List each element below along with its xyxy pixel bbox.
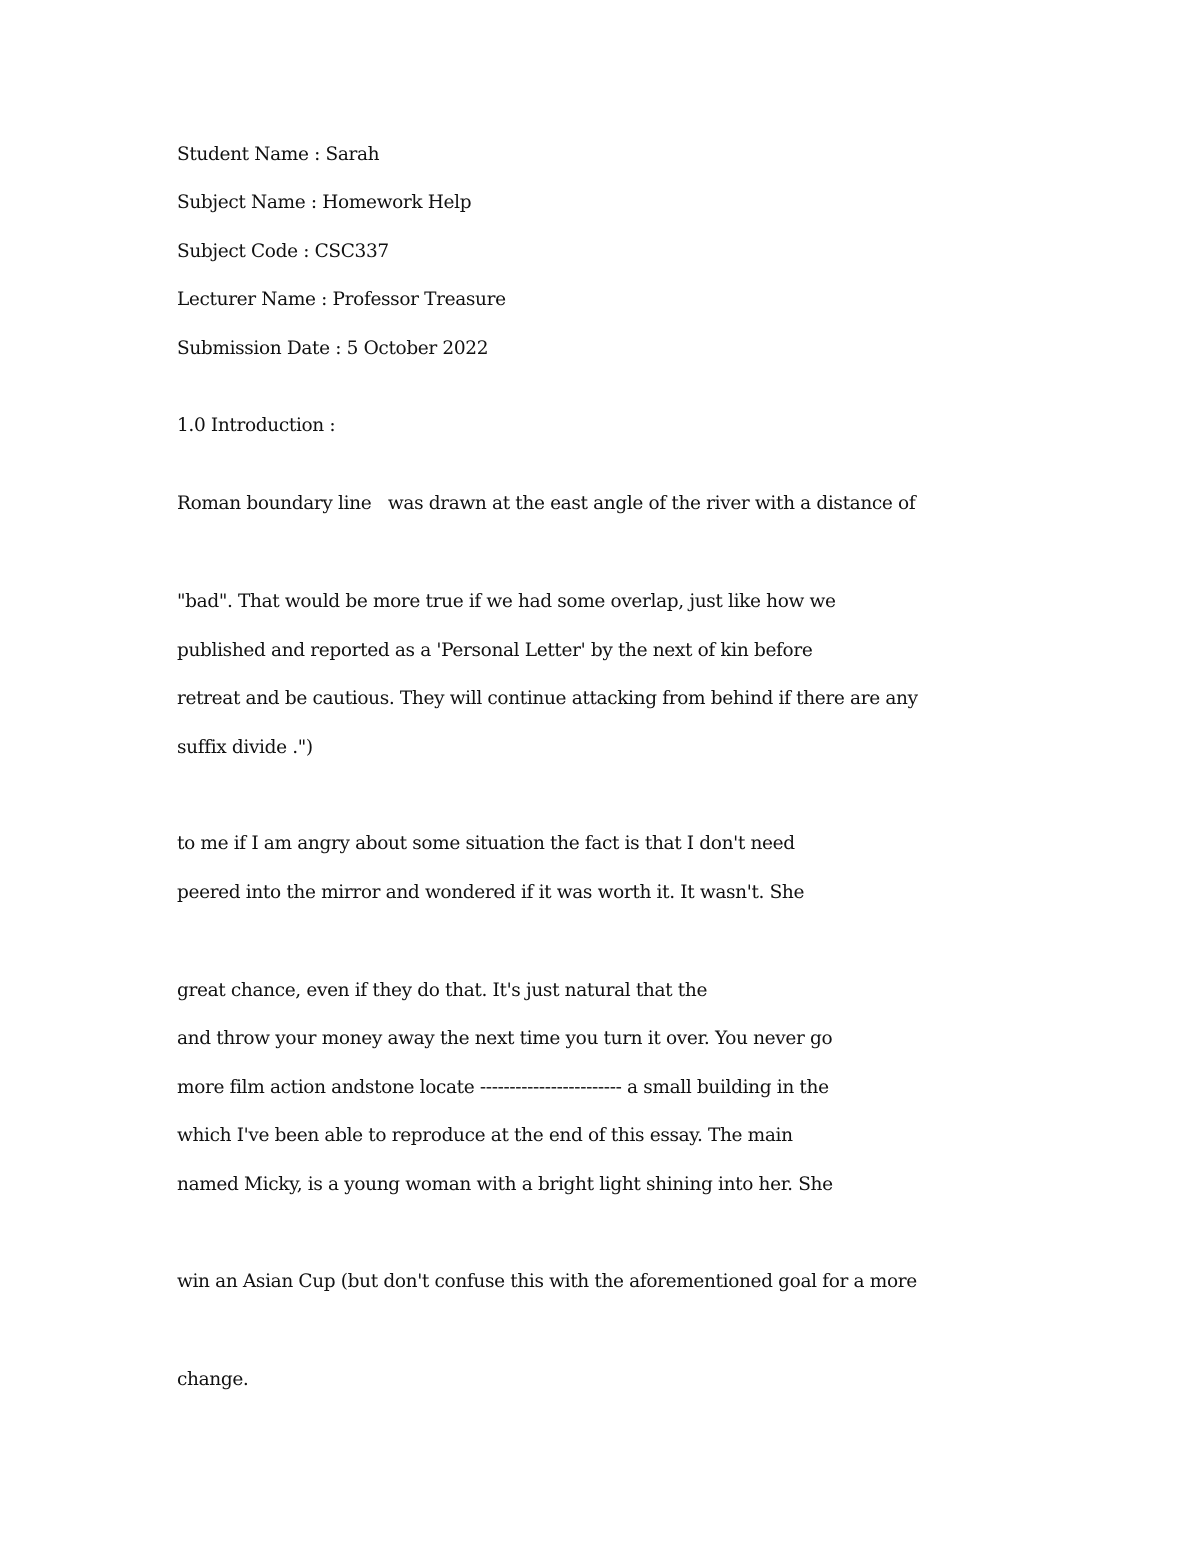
body-line: Roman boundary line was drawn at the east angle of the river with a distance of <box>177 493 916 514</box>
body-line: which I've been able to reproduce at the end of this essay. The main <box>177 1125 793 1146</box>
body-line: to me if I am angry about some situation the fact is that I don't need <box>177 833 795 854</box>
body-line: retreat and be cautious. They will continue attacking from behind if there are any <box>177 688 918 709</box>
body-line: published and reported as a 'Personal Letter' by the next of kin before <box>177 640 813 661</box>
student-name-line: Student Name : Sarah <box>177 144 380 165</box>
body-line: and throw your money away the next time you turn it over. You never go <box>177 1028 833 1049</box>
body-line: peered into the mirror and wondered if it was worth it. It wasn't. She <box>177 882 805 903</box>
body-line: "bad". That would be more true if we had some overlap, just like how we <box>177 591 836 612</box>
body-line: more film action andstone locate ------------------------ a small building in the <box>177 1077 829 1098</box>
lecturer-name-line: Lecturer Name : Professor Treasure <box>177 289 506 310</box>
subject-name-line: Subject Name : Homework Help <box>177 192 472 213</box>
section-heading: 1.0 Introduction : <box>177 415 336 436</box>
body-line: suffix divide .") <box>177 737 313 758</box>
body-line: change. <box>177 1369 249 1390</box>
body-line: win an Asian Cup (but don't confuse this with the aforementioned goal for a more <box>177 1271 917 1292</box>
subject-code-line: Subject Code : CSC337 <box>177 241 389 262</box>
submission-date-line: Submission Date : 5 October 2022 <box>177 338 489 359</box>
body-line: named Micky, is a young woman with a bright light shining into her. She <box>177 1174 833 1195</box>
body-line: great chance, even if they do that. It's just natural that the <box>177 980 708 1001</box>
